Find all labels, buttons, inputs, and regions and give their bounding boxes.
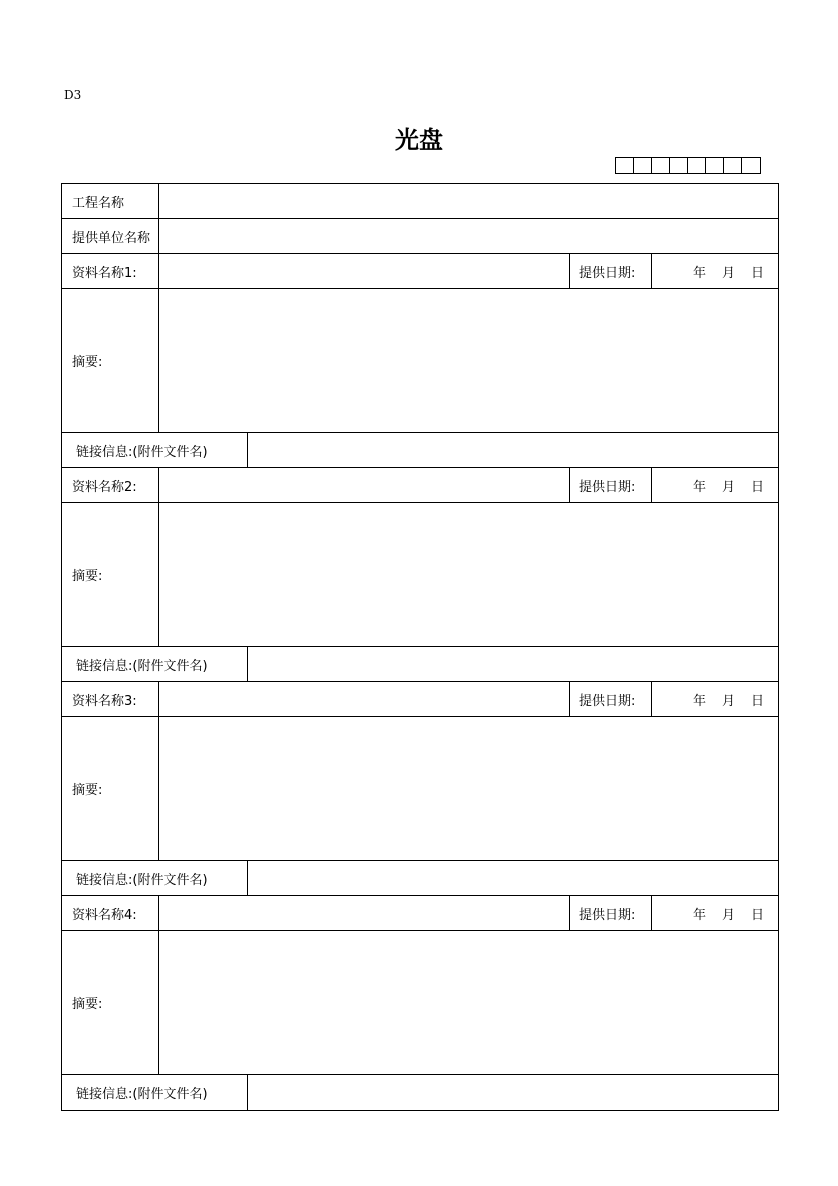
- link-info-field[interactable]: [248, 1075, 778, 1110]
- summary-field[interactable]: [159, 717, 778, 860]
- date-day-label: 日: [750, 479, 764, 495]
- project-name-label: 工程名称: [62, 184, 159, 218]
- date-month-label: 月: [721, 479, 735, 495]
- link-info-field[interactable]: [248, 433, 778, 467]
- material-name-row: [62, 896, 778, 931]
- provide-date-field[interactable]: [652, 896, 778, 930]
- serial-number-boxes[interactable]: [615, 157, 761, 174]
- summary-row: [62, 931, 778, 1075]
- material-name-label: 资料名称4:: [62, 896, 159, 930]
- date-year-label: 年: [692, 693, 706, 709]
- provide-date-label: 提供日期:: [570, 896, 652, 930]
- serial-digit-box[interactable]: [706, 158, 724, 173]
- form-code: D3: [64, 88, 82, 102]
- project-name-row: [62, 184, 778, 219]
- summary-row: [62, 289, 778, 433]
- provide-date-label: 提供日期:: [570, 468, 652, 502]
- summary-label: 摘要:: [62, 717, 159, 860]
- date-year-label: 年: [692, 479, 706, 495]
- material-name-row: [62, 468, 778, 503]
- provider-unit-field[interactable]: [159, 219, 778, 253]
- serial-digit-box[interactable]: [652, 158, 670, 173]
- material-name-field[interactable]: [159, 896, 570, 930]
- link-info-row: [62, 861, 778, 896]
- provider-unit-row: [62, 219, 778, 254]
- date-day-label: 日: [750, 265, 764, 281]
- serial-digit-box[interactable]: [634, 158, 652, 173]
- provide-date-field[interactable]: [652, 254, 778, 288]
- disc-form-table: [61, 183, 779, 1111]
- project-name-field[interactable]: [159, 184, 778, 218]
- summary-field[interactable]: [159, 503, 778, 646]
- date-year-label: 年: [692, 265, 706, 281]
- serial-digit-box[interactable]: [724, 158, 742, 173]
- serial-digit-box[interactable]: [670, 158, 688, 173]
- summary-row: [62, 503, 778, 647]
- link-info-row: [62, 433, 778, 468]
- provider-unit-label: 提供单位名称: [62, 219, 159, 253]
- link-info-label: 链接信息:(附件文件名): [62, 433, 248, 467]
- material-name-row: [62, 254, 778, 289]
- date-month-label: 月: [721, 693, 735, 709]
- material-name-row: [62, 682, 778, 717]
- summary-row: [62, 717, 778, 861]
- provide-date-label: 提供日期:: [570, 682, 652, 716]
- date-day-label: 日: [750, 907, 764, 923]
- date-day-label: 日: [750, 693, 764, 709]
- summary-label: 摘要:: [62, 931, 159, 1074]
- date-month-label: 月: [721, 265, 735, 281]
- link-info-row: [62, 1075, 778, 1110]
- serial-digit-box[interactable]: [616, 158, 634, 173]
- summary-label: 摘要:: [62, 503, 159, 646]
- provide-date-field[interactable]: [652, 468, 778, 502]
- date-year-label: 年: [692, 907, 706, 923]
- link-info-label: 链接信息:(附件文件名): [62, 861, 248, 895]
- provide-date-label: 提供日期:: [570, 254, 652, 288]
- link-info-field[interactable]: [248, 861, 778, 895]
- material-name-label: 资料名称3:: [62, 682, 159, 716]
- material-name-label: 资料名称2:: [62, 468, 159, 502]
- link-info-label: 链接信息:(附件文件名): [62, 1075, 248, 1110]
- material-name-field[interactable]: [159, 468, 570, 502]
- link-info-row: [62, 647, 778, 682]
- material-name-field[interactable]: [159, 682, 570, 716]
- link-info-label: 链接信息:(附件文件名): [62, 647, 248, 681]
- date-month-label: 月: [721, 907, 735, 923]
- summary-field[interactable]: [159, 931, 778, 1074]
- summary-field[interactable]: [159, 289, 778, 432]
- serial-digit-box[interactable]: [688, 158, 706, 173]
- page-title: 光盘: [395, 125, 443, 154]
- serial-digit-box[interactable]: [742, 158, 760, 173]
- link-info-field[interactable]: [248, 647, 778, 681]
- material-name-field[interactable]: [159, 254, 570, 288]
- provide-date-field[interactable]: [652, 682, 778, 716]
- summary-label: 摘要:: [62, 289, 159, 432]
- material-name-label: 资料名称1:: [62, 254, 159, 288]
